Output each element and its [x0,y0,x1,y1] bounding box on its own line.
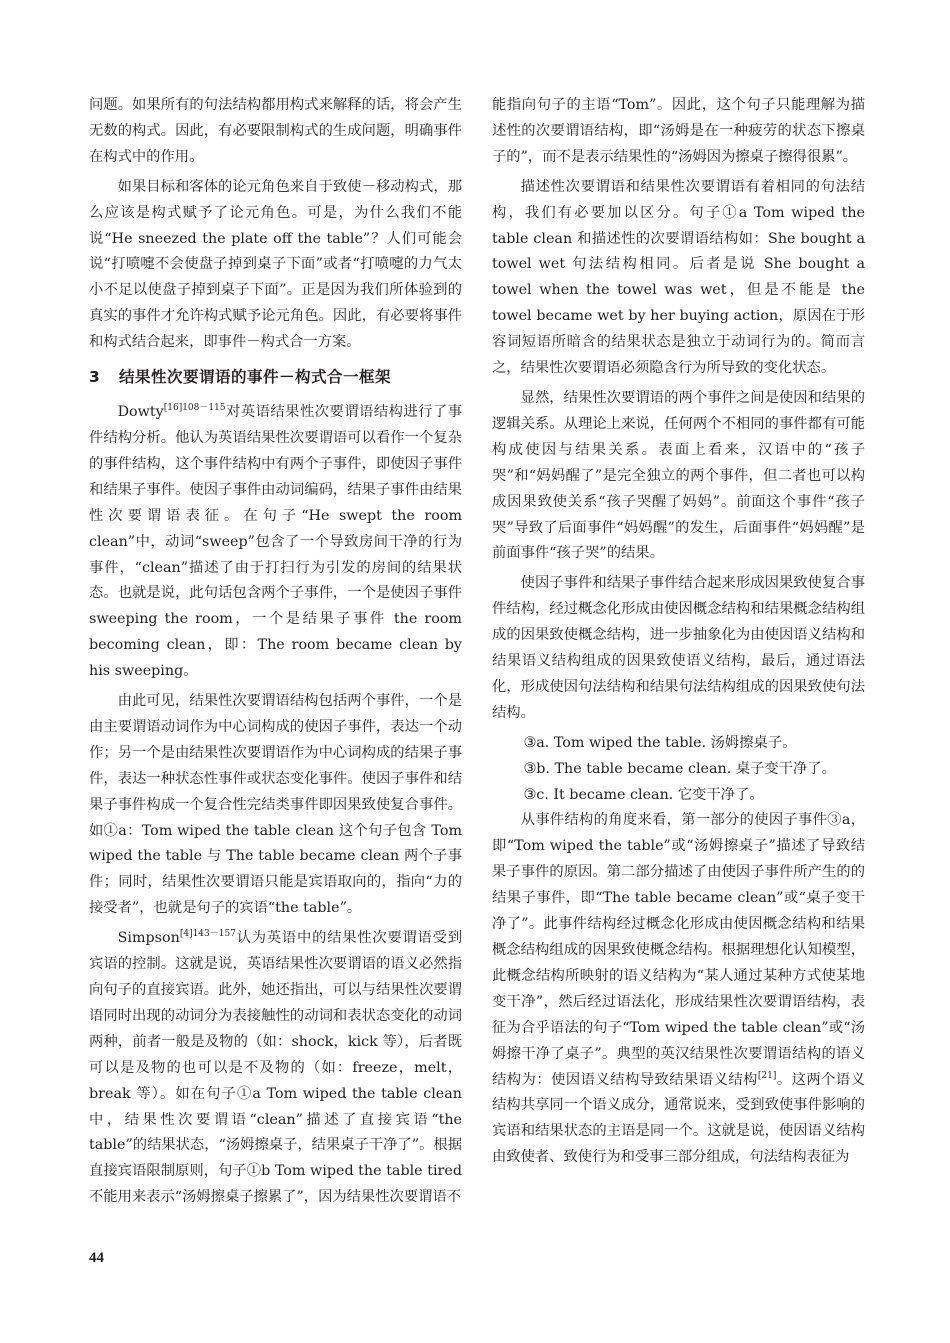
paragraph-text: 。这两个语义结构共享同一个语义成分，通常说来，受到致使事件影响的宾语和结果状态的主语是同一个。这就是说，使因语义结构由致使者、致使行为和受事三部分组成，句法结构表征为 [492,1071,866,1166]
paragraph: 问题。如果所有的句法结构都用构式来解释的话，将会产生无数的构式。因此，有必要限制构式的生成问题，明确事件在构式中的作用。 [89,97,462,165]
author-name: Simpson [117,930,180,947]
paragraph [89,400,462,685]
citation: [21] [757,1070,777,1081]
author-name: Dowty [117,404,164,421]
paragraph: 能指向句子的主语“Tom”。因此，这个句子只能理解为描述性的次要谓语结构，即“汤姆是在一种疲劳的状态下擦桌子的”，而不是表示结果性的“汤姆因为擦桌子擦得很累”。 [492,97,865,165]
paragraph: 描述性次要谓语和结果性次要谓语有着相同的句法结构，我们有必要加以区分。句子①a Tom wiped the table clean 和描述性的次要谓语结构如：She bought a towel wet 句法结构相同。后者是说 She bought a towel when the towel was wet，但是不能是 the towel became wet by her buying action，原因在于形容词短语所暗含的结果状态是独立于动词行为的。简而言之，结果性次要谓语必须隐含行为所导致的变化状态。 [492,178,865,377]
paragraph: 使因子事件和结果子事件结合起来形成因果致使复合事件结构，经过概念化形成由使因概念结构和结果概念结构组成的因果致使概念结构，进一步抽象化为由使因语义结构和结果语义结构组成的因果致使语义结构，最后，通过语法化，形成使因句法结构和结果句法结构组成的因果致使句法结构。 [492,575,865,721]
example-sentence: ③b. The table became clean. 桌子变干净了。 [523,760,836,777]
section-number: 3 [89,368,101,387]
citation: [4]143－157 [179,929,236,940]
page-number: 44 [89,1250,104,1266]
paragraph: 显然，结果性次要谓语的两个事件之间是使因和结果的逻辑关系。从理论上来说，任何两个不相同的事件都有可能构成使因与结果关系。表面上看来，汉语中的“孩子哭”和“妈妈醒了”是完全独立的两个事件，但二者也可以构成因果致使关系“孩子哭醒了妈妈”。前面这个事件“孩子哭”导致了后面事件“妈妈醒”的发生，后面事件“妈妈醒”是前面事件“孩子哭”的结果。 [492,389,865,562]
paragraph-text: 从事件结构的角度来看，第一部分的使因子事件③a，即“Tom wiped the table”或“汤姆擦桌子”描述了导致结果子事件的原因。第二部分描述了由使因子事件所产生的的结果子事件，即“The table became clean”或“桌子变干净了”。此事件结构经过概念化形成由使因概念结构和结果概念结构组成的因果致使概念结构。根据理想化认知模型，此概念结构所映射的语义结构为“某人通过某种方式使某地变干净”，然后经过语法化，形成结果性次要谓语结构，表征为合乎语法的句子“Tom wiped the table clean”或“汤姆擦干净了桌子”。典型的英汉结果性次要谓语结构的语义结构为：使因语义结构导致结果语义结构 [492,812,865,1088]
section-heading [89,364,462,390]
paragraph [89,926,462,1211]
paragraph: 如果目标和客体的论元角色来自于致使－移动构式，那么应该是构式赋予了论元角色。可是，为什么我们不能说“He sneezed the plate off the table”？人们可能会说“打喷嚏不会使盘子掉到桌子下面”或者“打喷嚏的力气太小不足以使盘子掉到桌子下面”。正是因为我们所体验到的真实的事件才允许构式赋予论元角色。因此，有必要将事件和构式结合起来，即事件－构式合一方案。 [89,178,462,351]
paragraph: 由此可见，结果性次要谓语结构包括两个事件，一个是由主要谓语动词作为中心词构成的使因子事件，表达一个动作；另一个是由结果性次要谓语作为中心词构成的结果子事件，表达一种状态性事件或状态变化事件。使因子事件和结果子事件构成一个复合性完结类事件即因果致使复合事件。如①a：Tom wiped the table clean 这个句子包含 Tom wiped the table 与 The table became clean 两个子事件；同时，结果性次要谓语只能是宾语取向的，指向“力的接受者”，也就是句子的宾语“the table”。 [89,693,462,917]
example-sentence: ③c. It became clean. 它变干净了。 [523,786,764,803]
citation: [16]108－115 [163,403,226,414]
paragraph-text: 认为英语中的结果性次要谓语受到宾语的控制。这就是说，英语结果性次要谓语的语义必然指向句子的直接宾语。此外，她还指出，可以与结果性次要谓语同时出现的动词分为表接触性的动词和表状态变化的动词两种，前者一般是及物的（如：shock，kick 等），后者既可以是及物的也可以是不及物的（如：freeze，melt，break 等）。如在句子①a Tom wiped the table clean 中，结果性次要谓语“clean”描述了直接宾语“the table”的结果状态，“汤姆擦桌子，结果桌子干净了”。根据直接宾语限制原则，句子①b Tom wiped the table tired 不能用来表示“汤姆擦桌子擦累了”，因为结果性次要谓语不 [89,930,462,1206]
paragraph-text: 对英语结果性次要谓语结构进行了事件结构分析。他认为英语结果性次要谓语可以看作一个复杂的事件结构，这个事件结构中有两个子事件，即使因子事件和结果子事件。使因子事件由动词编码，结果子事件由结果性次要谓语表征。在句子“He swept the room clean”中，动词“sweep”包含了一个导致房间干净的行为事件，“clean”描述了由于打扫行为引发的房间的结果状态。也就是说，此句话包含两个子事件，一个是使因子事件 sweeping the room，一个是结果子事件 the room becoming clean，即：The room became clean by his sweeping。 [89,404,462,680]
example-sentence: ③a. Tom wiped the table. 汤姆擦桌子。 [523,734,797,751]
right-column [492,93,865,1175]
paragraph [492,808,865,1171]
section-title: 结果性次要谓语的事件－构式合一框架 [119,368,392,387]
left-column [89,93,462,1215]
